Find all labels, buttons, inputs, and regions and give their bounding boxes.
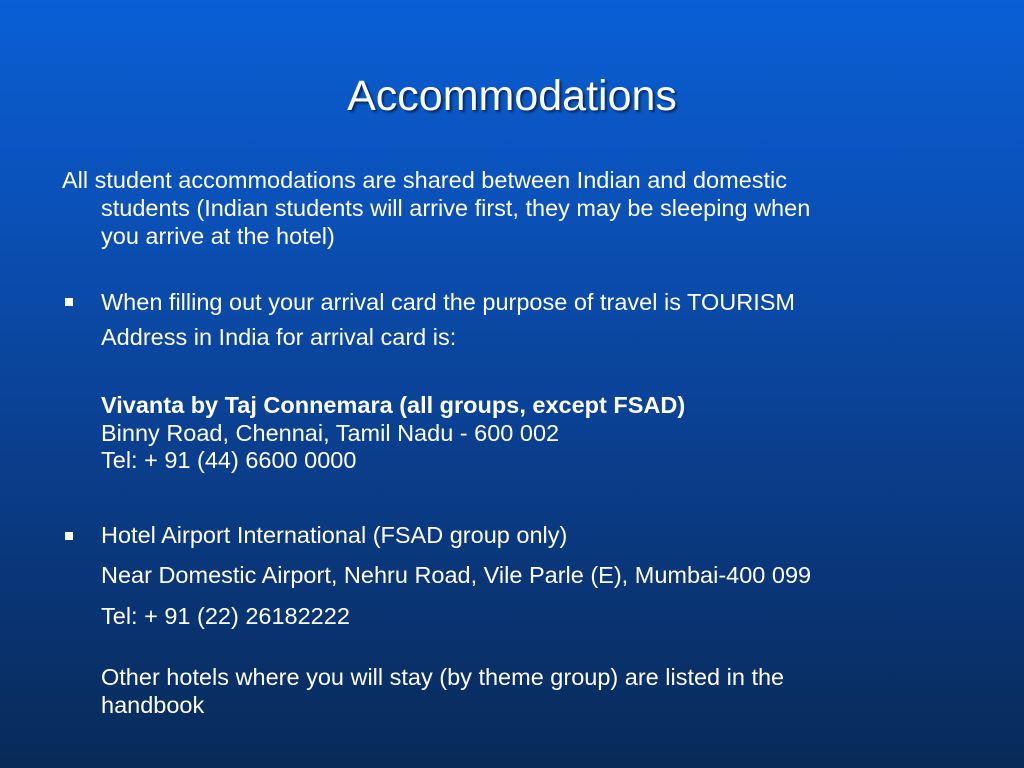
arrival-address-heading: Address in India for arrival card is: <box>101 324 457 350</box>
hotel-chennai-tel: Tel: + 91 (44) 6600 0000 <box>101 447 357 473</box>
hotel-chennai-address: Binny Road, Chennai, Tamil Nadu - 600 002 <box>101 420 560 446</box>
hotel-mumbai-name: Hotel Airport International (FSAD group only) <box>101 522 568 548</box>
slide-title: Accommodations <box>347 72 677 120</box>
intro-paragraph <box>62 166 810 250</box>
arrival-purpose-text: When filling out your arrival card the purpose of travel is TOURISM <box>101 289 795 315</box>
square-bullet-icon <box>65 532 73 540</box>
other-hotels-line-2: handbook <box>101 692 205 718</box>
intro-line-3: you arrive at the hotel) <box>101 223 335 249</box>
intro-line-2: students (Indian students will arrive first, they may be sleeping when <box>101 195 811 221</box>
other-hotels-line-1: Other hotels where you will stay (by theme group) are listed in the <box>101 664 785 690</box>
square-bullet-icon <box>65 298 73 306</box>
intro-line-1: All student accommodations are shared between Indian and domestic <box>62 167 788 193</box>
hotel-mumbai-tel: Tel: + 91 (22) 26182222 <box>101 603 350 629</box>
hotel-chennai-name: Vivanta by Taj Connemara (all groups, except FSAD) <box>101 392 686 418</box>
hotel-mumbai-address: Near Domestic Airport, Nehru Road, Vile Parle (E), Mumbai-400 099 <box>101 562 812 588</box>
